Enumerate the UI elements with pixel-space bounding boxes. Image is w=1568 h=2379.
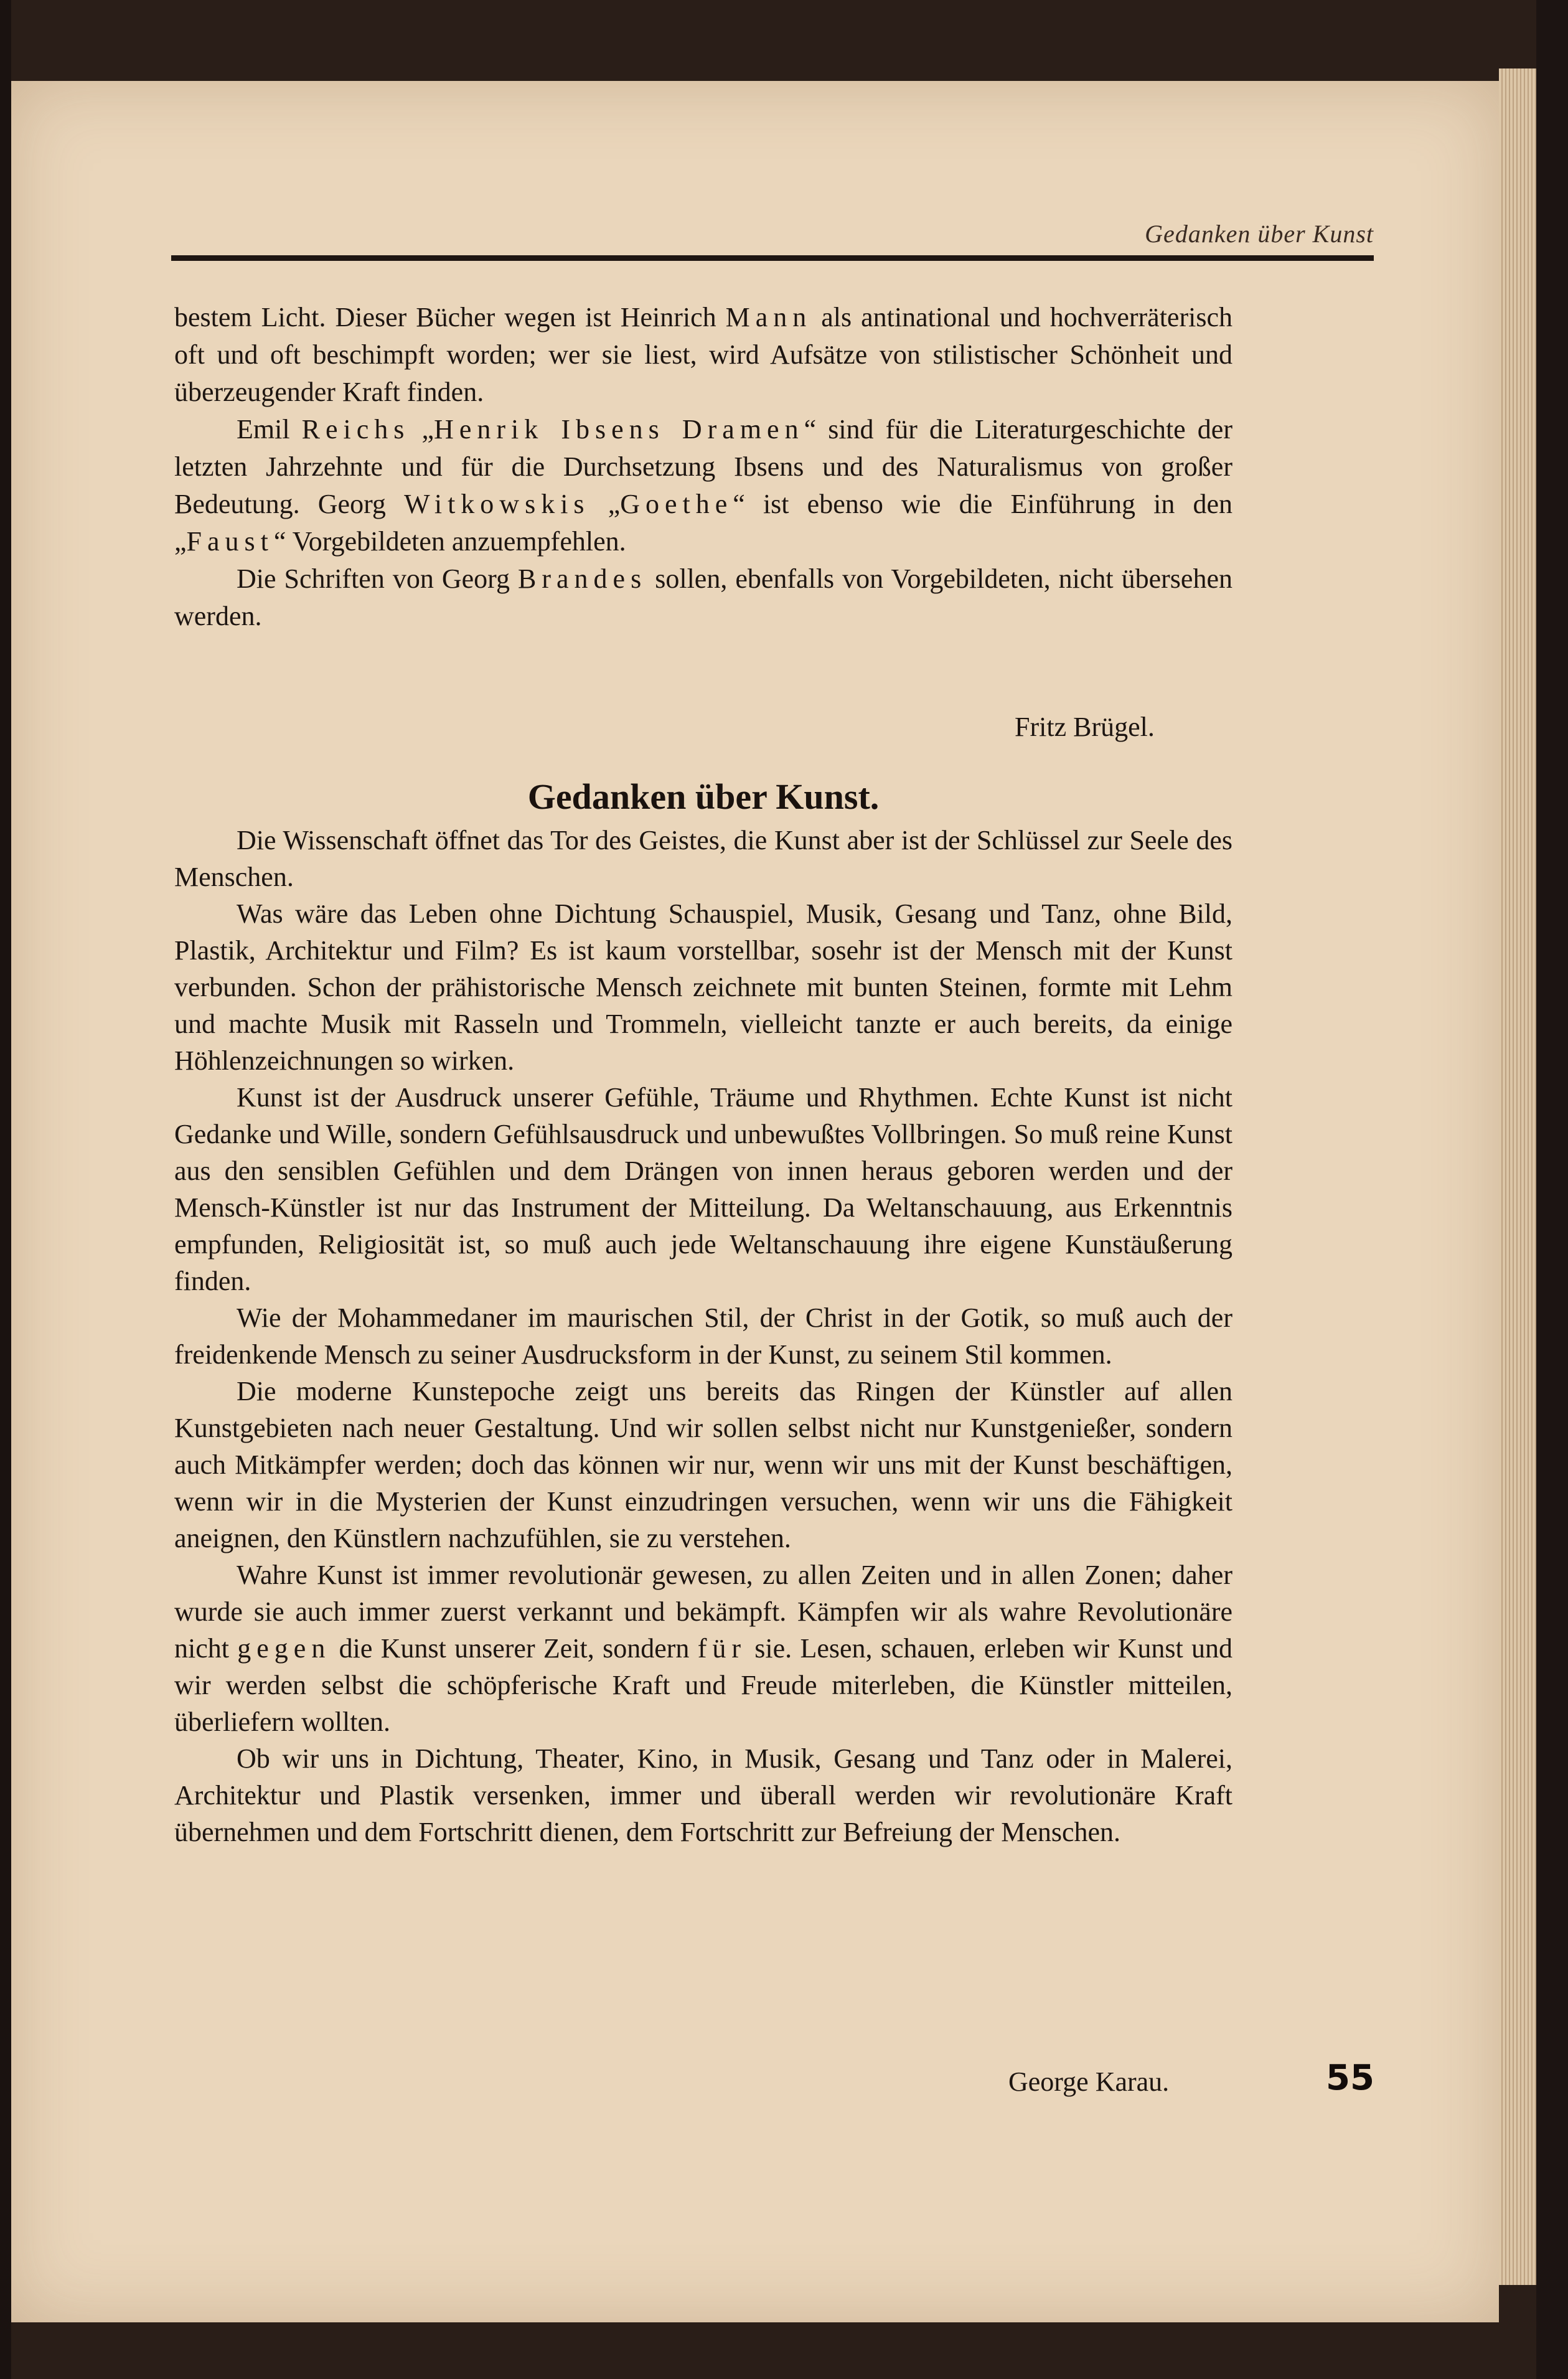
header-rule xyxy=(171,255,1374,261)
running-header-title: Gedanken über Kunst xyxy=(1145,220,1374,248)
article-body xyxy=(174,822,1232,1850)
author-name-witkowski: Witkowskis xyxy=(404,489,590,519)
emphasis-gegen: gegen xyxy=(237,1633,331,1664)
article-paragraph: Wahre Kunst ist immer revolutionär gewesen, zu allen Zeiten und in allen Zonen; daher wurde sie auch immer zuerst verkannt und bekämpft. Kämpfen wir als wahre Revolutionäre nicht gegen die Kunst unserer Zeit, sondern für sie. Lesen, schauen, erleben wir Kunst und wir werden selbst die schöpferische Kraft und Freude miterleben, die Künstler mitteilen, überliefern wollten. xyxy=(174,1560,1232,1737)
page-edges xyxy=(1499,68,1536,2285)
article-paragraph: Die Wissenschaft öffnet das Tor des Geistes, die Kunst aber ist der Schlüssel zur Seele des Menschen. xyxy=(174,825,1232,892)
page-number: 55 xyxy=(1326,2058,1374,2098)
book-title-ibsen: Henrik Ibsens Dramen xyxy=(434,414,804,445)
book-cover-edge xyxy=(1536,0,1568,2379)
review-paragraph-1: bestem Licht. Dieser Bücher wegen ist Heinrich Mann als antinational und hochverräterisch oft und oft beschimpft worden; wer sie liest, wird Aufsätze von stilistischer Schönheit und überzeugender Kraft finden. xyxy=(174,302,1232,407)
article-paragraph: Ob wir uns in Dichtung, Theater, Kino, in Musik, Gesang und Tanz oder in Malerei, Architektur und Plastik versenken, immer und überall werden wir revolutionäre Kraft übernehmen und dem Fortschritt dienen, dem Fortschritt zur Befreiung der Menschen. xyxy=(174,1743,1232,1847)
article-paragraph: Was wäre das Leben ohne Dichtung Schauspiel, Musik, Gesang und Tanz, ohne Bild, Plastik, Architektur und Film? Es ist kaum vorstellbar, sosehr ist der Mensch mit der Kunst verbunden. Schon der prähistorische Mensch zeichnete mit bunten Steinen, formte mit Lehm und machte Musik mit Rasseln und Trommeln, vielleicht tanzte er auch bereits, da einige Höhlenzeichnungen so wirken. xyxy=(174,898,1232,1076)
binding-edge-left xyxy=(0,0,11,2379)
author-name-reichs: Reichs xyxy=(301,414,410,445)
article-paragraph: Die moderne Kunstepoche zeigt uns bereits das Ringen der Künstler auf allen Kunstgebieten nach neuer Gestaltung. Und wir sollen selbst nicht nur Kunstgenießer, sondern auch Mitkämpfer werden; doch das können wir nur, wenn wir uns mit der Kunst beschäftigen, wenn wir in die Mysterien der Kunst einzudringen versuchen, wenn wir uns die Fähigkeit aneignen, den Künstlern nachzufühlen, sie zu verstehen. xyxy=(174,1376,1232,1553)
review-paragraph-3: Die Schriften von Georg Brandes sollen, ebenfalls von Vorgebildeten, nicht übersehen werden. xyxy=(174,563,1232,631)
emphasis-fuer: für xyxy=(697,1633,746,1664)
book-title-goethe: Goethe xyxy=(620,489,733,519)
article-author: George Karau. xyxy=(1008,2066,1170,2097)
article-paragraph: Kunst ist der Ausdruck unserer Gefühle, Träume und Rhythmen. Echte Kunst ist nicht Gedanke und Wille, sondern Gefühlsausdruck und unbewußtes Vollbringen. So muß reine Kunst aus den sensiblen Gefühlen und dem Drängen von innen heraus geboren werden und der Mensch-Künstler ist nur das Instrument der Mitteilung. Da Weltanschauung, aus Erkenntnis empfunden, Religiosität ist, so muß auch jede Weltanschauung ihre eigene Kunstäußerung finden. xyxy=(174,1082,1232,1296)
article-paragraph: Wie der Mohammedaner im maurischen Stil, der Christ in der Gotik, so muß auch der freidenkende Mensch zu seiner Ausdrucksform in der Kunst, zu seinem Stil kommen. xyxy=(174,1303,1232,1370)
review-text xyxy=(174,299,1232,635)
article-title: Gedanken über Kunst. xyxy=(527,776,880,817)
review-paragraph-2: Emil Reichs „Henrik Ibsens Dramen“ sind für die Literaturgeschichte der letzten Jahrzehnte und für die Durchsetzung Ibsens und des Naturalismus von großer Bedeutung. Georg Witkowskis „Goethe“ ist ebenso wie die Einführung in den „Faust“ Vorgebildeten anzuempfehlen. xyxy=(174,414,1232,557)
author-name-mann: Mann xyxy=(725,302,812,332)
book-title-faust: Faust xyxy=(186,526,274,557)
review-author: Fritz Brügel. xyxy=(1015,712,1155,742)
author-name-brandes: Brandes xyxy=(518,563,647,594)
